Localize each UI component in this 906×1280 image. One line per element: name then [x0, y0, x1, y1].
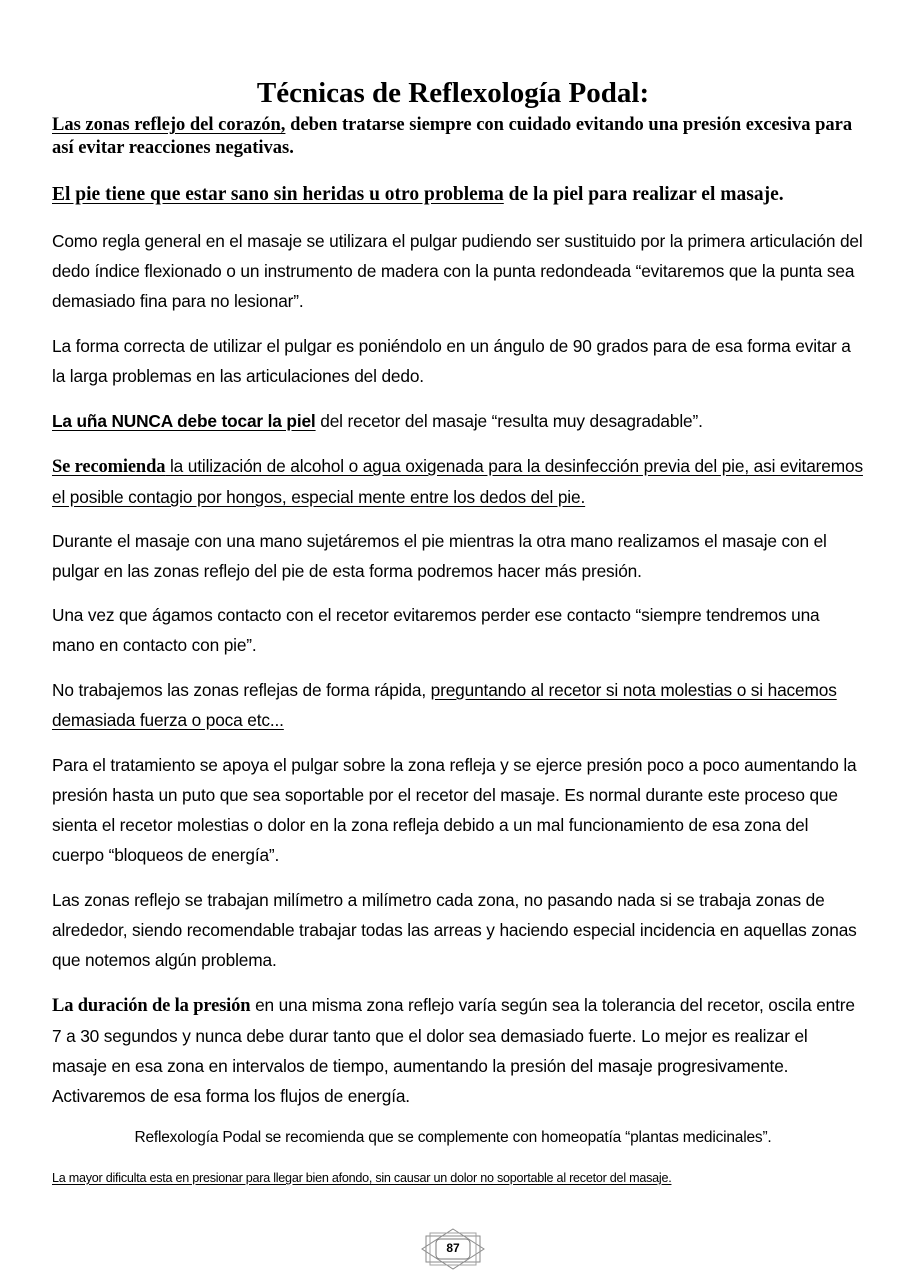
- underlined-text: la utilización de alcohol o agua oxigenada para la desinfección previa del pie, asi evitaremos el posible contagio por hongos, especial mente entre los dedos del pie.: [52, 456, 863, 507]
- paragraph-text: deben tratarse siempre con cuidado evitando una presión excesiva para así evitar reacciones negativas.: [52, 115, 853, 158]
- bold-serif-lead: Se recomienda: [52, 457, 166, 477]
- page-number-badge: [420, 1228, 486, 1270]
- page-number: 87: [446, 1241, 460, 1255]
- paragraph-treatment: Para el tratamiento se apoya el pulgar sobre la zona refleja y se ejerce presión poco a poco aumentando la presión hasta un puto que sea soportable por el recetor del masaje. Es normal durante este proceso que sienta el recetor molestias o dolor en la zona refleja debido a un mal funcionamiento de esa zona del cuerpo “bloqueos de energía”.: [52, 755, 857, 865]
- paragraph-text: No trabajemos las zonas reflejas de forma rápida,: [52, 680, 431, 700]
- underlined-lead: El pie tiene que estar sano sin heridas u otro problema: [52, 184, 504, 205]
- paragraph-thumb-angle: La forma correcta de utilizar el pulgar es poniéndolo en un ángulo de 90 grados para de esa forma evitar a la larga problemas en las articulaciones del dedo.: [52, 336, 851, 386]
- homeopathy-note: Reflexología Podal se recomienda que se complemente con homeopatía “plantas medicinales”.: [134, 1129, 772, 1146]
- paragraph-nail-warning: [52, 406, 864, 436]
- paragraph-text: en una misma zona reflejo varía según sea la tolerancia del recetor, oscila entre 7 a 30 segundos y nunca debe durar tanto que el dolor sea demasiado fuerte. Lo mejor es realizar el masaje en esa zona en intervalos de tiempo, aumentando la presión del masaje progresivamente. Activaremos de esa forma los flujos de energía.: [52, 995, 855, 1106]
- paragraph-text: de la piel para realizar el masaje.: [503, 184, 784, 205]
- paragraph-zones-millimeter: Las zonas reflejo se trabajan milímetro a milímetro cada zona, no pasando nada si se trabaja zonas de alrededor, siendo recomendable trabajar todas las arreas y haciendo especial incidencia en aquellas zonas que notemos algún problema.: [52, 890, 857, 970]
- paragraph-disinfection: [52, 451, 864, 512]
- bold-serif-lead: La duración de la presión: [52, 996, 251, 1016]
- paragraph-thumb-rule: Como regla general en el masaje se utilizara el pulgar pudiendo ser sustituido por la primera articulación del dedo índice flexionado o un instrumento de madera con la punta redondeada “evitaremos que la punta sea demasiado fina para no lesionar”.: [52, 231, 863, 311]
- underlined-lead: Las zonas reflejo del corazón,: [52, 115, 286, 135]
- paragraph-speed: [52, 675, 864, 735]
- paragraph-contact: Una vez que ágamos contacto con el recetor evitaremos perder ese contacto “siempre tendremos una mano en contacto con pie”.: [52, 605, 820, 655]
- paragraph-heart-zones: [52, 114, 862, 160]
- paragraph-healthy-foot: [52, 182, 872, 208]
- underlined-text: preguntando al recetor si nota molestias o si hacemos demasiada fuerza o poca etc...: [52, 680, 837, 730]
- page-title: Técnicas de Reflexología Podal:: [256, 77, 650, 110]
- paragraph-text: del recetor del masaje “resulta muy desagradable”.: [315, 411, 703, 431]
- difficulty-footnote: La mayor dificulta esta en presionar para llegar bien afondo, sin causar un dolor no soportable al recetor del masaje.: [52, 1171, 672, 1185]
- paragraph-pressure-duration: [52, 990, 864, 1111]
- paragraph-hand-technique: Durante el masaje con una mano sujetáremos el pie mientras la otra mano realizamos el masaje con el pulgar en las zonas reflejo del pie de esta forma podremos hacer más presión.: [52, 531, 827, 581]
- bold-underlined-lead: La uña NUNCA debe tocar la piel: [52, 411, 316, 431]
